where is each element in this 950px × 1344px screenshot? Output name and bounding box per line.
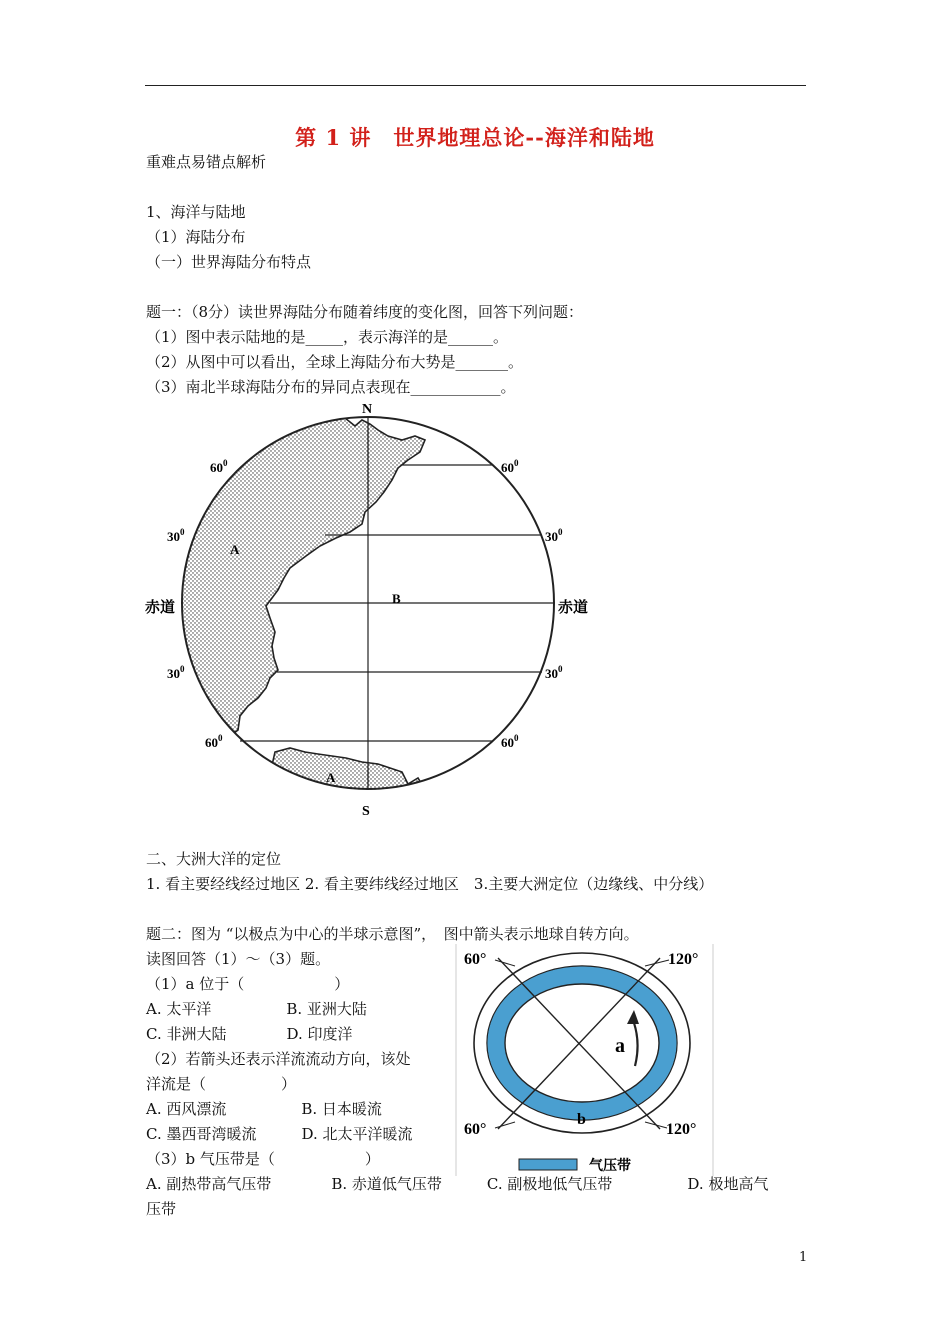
land-area-north: [180, 406, 425, 736]
lon-120-bottom: 120°: [666, 1121, 697, 1138]
question-2-part: （1）a 位于（ ）: [146, 975, 350, 993]
legend-label: 气压带: [589, 1159, 631, 1174]
polar-hemisphere-figure: [455, 944, 715, 1180]
lon-60-top: 60°: [464, 951, 487, 968]
method-line: 1. 看主要经线经过地区 2. 看主要纬线经过地区 3.主要大洲定位（边缘线、中分线）: [146, 875, 714, 893]
answer-option: A. 太平洋 B. 亚洲大陆: [146, 1000, 367, 1018]
arrow-label-a: a: [615, 1035, 625, 1057]
ocean-label-b: B: [392, 591, 401, 606]
answer-option: A. 西风漂流 B. 日本暖流: [146, 1100, 382, 1118]
page-title: 第 1 讲 世界地理总论--海洋和陆地: [295, 125, 655, 150]
leader-60-bottom: [495, 1122, 515, 1128]
answer-option: C. 墨西哥湾暖流 D. 北太平洋暖流: [146, 1125, 413, 1143]
header-rule: [145, 85, 806, 86]
question-1-part: （3）南北半球海陆分布的异同点表现在____________。: [146, 378, 516, 396]
lat-60s-left: $60^0$: [205, 733, 223, 750]
subtopic-heading: （一）世界海陆分布特点: [146, 253, 312, 271]
lon-60-bottom: 60°: [464, 1121, 487, 1138]
legend-swatch: [519, 1159, 577, 1170]
question-2-part: （3）b 气压带是（ ）: [146, 1150, 380, 1168]
north-label: N: [362, 402, 373, 417]
topic-heading: 1、海洋与陆地: [146, 203, 246, 221]
land-label-a: A: [230, 542, 240, 557]
lat-60s-right: $60^0$: [501, 733, 519, 750]
question-2-part: （2）若箭头还表示洋流流动方向，该处: [146, 1050, 411, 1068]
lat-60n-left: $60^0$: [210, 458, 228, 475]
lon-120-top: 120°: [668, 951, 699, 968]
leader-120-bottom: [645, 1122, 667, 1128]
land-label-a-south: A: [326, 770, 336, 785]
section-heading: 重难点易错点解析: [146, 153, 267, 171]
land-area-south: [270, 748, 424, 804]
lat-60n-right: $60^0$: [501, 458, 519, 475]
belt-label-b: b: [577, 1111, 586, 1128]
question-1-part: （1）图中表示陆地的是_____，表示海洋的是______。: [146, 328, 509, 346]
lat-30n-right: $30^0$: [545, 527, 563, 544]
belt-outline-inner: [505, 984, 659, 1102]
lat-30s-left: $30^0$: [167, 664, 185, 681]
rotation-arrow: [633, 1020, 638, 1066]
page-number: 1: [799, 1250, 808, 1265]
question-2-instruction: 读图回答（1）～（3）题。: [146, 950, 331, 968]
equator-label-left: 赤道: [145, 600, 176, 616]
question-1-stem: 题一：（8分）读世界海陆分布随着纬度的变化图，回答下列问题：: [146, 303, 584, 321]
lat-30s-right: $30^0$: [545, 664, 563, 681]
question-2-part-cont: 洋流是（ ）: [146, 1075, 297, 1093]
answer-option-cont: 压带: [146, 1200, 177, 1218]
arrowhead-icon: [627, 1010, 639, 1024]
land-sea-latitude-figure: [140, 396, 610, 826]
subtopic-heading: （1）海陆分布: [146, 228, 246, 246]
question-1-part: （2）从图中可以看出，全球上海陆分布大势是_______。: [146, 353, 524, 371]
question-2-stem: 题二：图为 “以极点为中心的半球示意图”， 图中箭头表示地球自转方向。: [146, 925, 639, 943]
answer-option: A. 副热带高气压带 B. 赤道低气压带 C. 副极地低气压带 D. 极地高气: [146, 1175, 769, 1193]
lat-30n-left: $30^0$: [167, 527, 185, 544]
pressure-belt-ring: [496, 975, 668, 1111]
answer-option: C. 非洲大陆 D. 印度洋: [146, 1025, 353, 1043]
section-heading: 二、大洲大洋的定位: [146, 850, 282, 868]
south-label: S: [362, 804, 370, 819]
equator-label-right: 赤道: [558, 600, 589, 616]
